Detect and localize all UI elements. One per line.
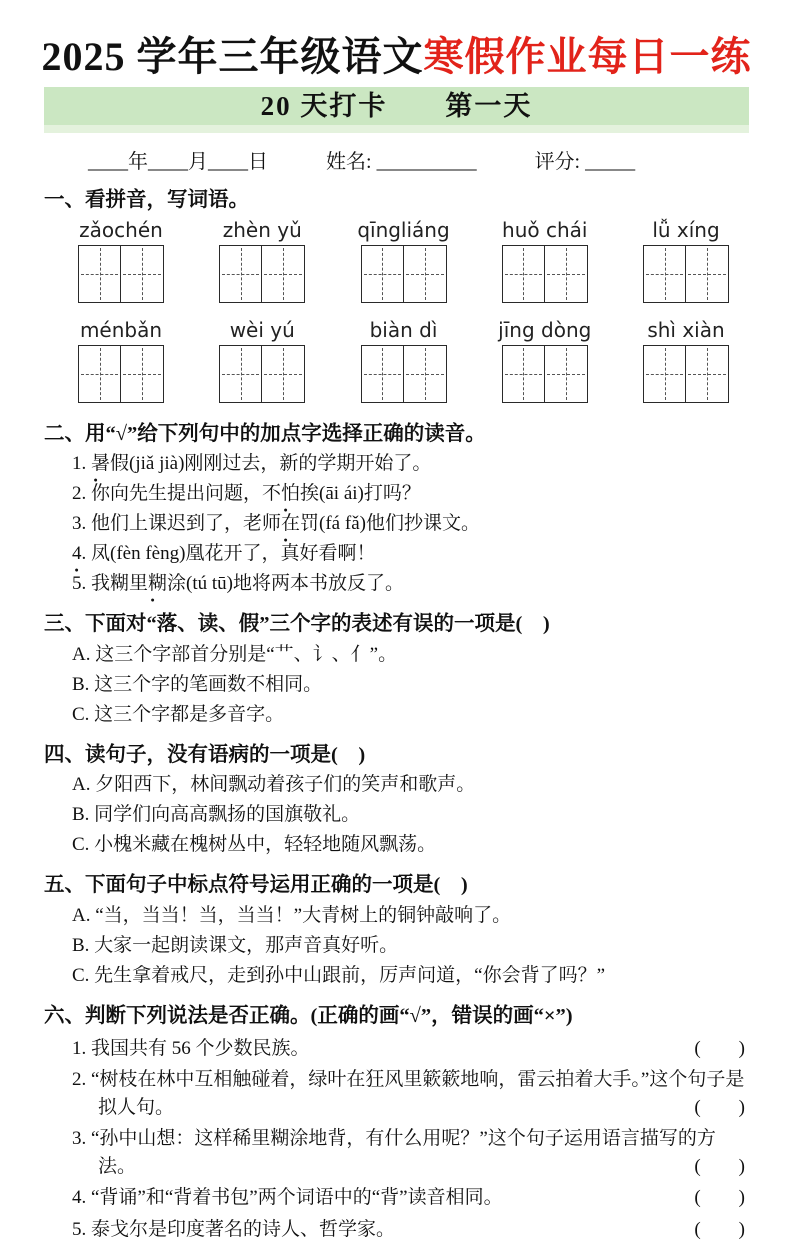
title-black-part: 2025 学年三年级语文: [41, 34, 424, 79]
dotted-char: 假 ●: [110, 453, 129, 474]
writing-grid-cell[interactable]: [121, 245, 164, 303]
writing-grid-cell[interactable]: [545, 345, 588, 403]
writing-grid[interactable]: [643, 345, 729, 403]
pinyin-word-column: [201, 218, 323, 308]
question-item: [72, 511, 753, 538]
pinyin-label: shì xiàn: [647, 317, 725, 342]
pinyin-label: zǎochén: [79, 217, 163, 242]
writing-grid[interactable]: [502, 345, 588, 403]
pinyin-label: jīng dòng: [498, 317, 592, 342]
dotted-char: 凤 ●: [91, 543, 110, 564]
pinyin-word-column: [625, 218, 747, 308]
question-item: [72, 451, 753, 478]
writing-grid-cell[interactable]: [643, 345, 686, 403]
item-text: 4.: [72, 543, 91, 565]
item-text: 3. “孙中山想：这样稀里糊涂地背，有什么用呢？”这个句子运用语言描写的方法。: [72, 1128, 716, 1177]
item-text: 3. 他们上课迟到了，老师在: [72, 513, 301, 535]
writing-grid-cell[interactable]: [78, 345, 121, 403]
pinyin-label: wèi yú: [229, 317, 295, 342]
section-2-heading: 二、用“√”给下列句中的加点字选择正确的读音。: [44, 422, 486, 445]
pinyin-word-column: [60, 218, 182, 308]
judge-item: [72, 1184, 751, 1212]
answer-bracket[interactable]: ( ): [694, 1187, 745, 1209]
section-6-heading: 六、判断下列说法是否正确。(正确的画“√”，错误的画“×”): [44, 1004, 573, 1027]
judge-item: [72, 1125, 751, 1180]
score-field[interactable]: [535, 145, 636, 174]
name-field[interactable]: [326, 145, 477, 174]
option-item: C. 先生拿着戒尺，走到孙中山跟前，厉声问道，“你会背了吗？”: [72, 964, 606, 986]
writing-grid-cell[interactable]: [502, 245, 545, 303]
writing-grid-cell[interactable]: [404, 345, 447, 403]
dotted-char: 挨 ●: [300, 483, 319, 504]
writing-grid-cell[interactable]: [219, 245, 262, 303]
writing-grid[interactable]: [78, 245, 164, 303]
pinyin-word-column: [343, 218, 465, 308]
writing-grid-cell[interactable]: [404, 245, 447, 303]
writing-grid-cell[interactable]: [361, 245, 404, 303]
option-item: B. 同学们向高高飘扬的国旗敬礼。: [72, 804, 361, 826]
item-text: 5. 泰戈尔是印度著名的诗人、哲学家。: [72, 1218, 396, 1240]
answer-bracket[interactable]: ( ): [694, 1155, 745, 1177]
dotted-char: 罚 ●: [300, 513, 319, 534]
judge-item: [72, 1066, 751, 1121]
writing-grid-cell[interactable]: [545, 245, 588, 303]
option-item: C. 小槐米藏在槐树丛中，轻轻地随风飘荡。: [72, 834, 437, 856]
dotted-char: 涂 ●: [167, 573, 186, 594]
answer-bracket[interactable]: ( ): [694, 1096, 745, 1118]
date-blanks[interactable]: ____年____月____日: [88, 151, 268, 173]
answer-bracket[interactable]: ( ): [694, 1218, 745, 1240]
pinyin-label: zhèn yǔ: [222, 217, 302, 242]
day-banner: 20 天打卡 第一天: [44, 87, 749, 125]
writing-grid-cell[interactable]: [78, 245, 121, 303]
page-title: [0, 34, 793, 80]
name-label: 姓名:: [326, 151, 377, 173]
item-text: 2. 你向先生提出问题，不怕: [72, 483, 301, 505]
question-item: [72, 571, 753, 598]
name-blank[interactable]: __________: [376, 151, 477, 173]
pinyin-label: ménbǎn: [79, 317, 163, 342]
judge-item: [72, 1035, 751, 1063]
item-text: 5. 我糊里糊: [72, 573, 168, 595]
writing-grid-cell[interactable]: [502, 345, 545, 403]
writing-grid-cell[interactable]: [121, 345, 164, 403]
pinyin-word-column: [484, 318, 606, 408]
pinyin-word-column: [343, 318, 465, 408]
pinyin-label: biàn dì: [369, 317, 438, 342]
writing-grid-cell[interactable]: [686, 345, 729, 403]
writing-grid[interactable]: [219, 345, 305, 403]
item-text: (āi ái)打吗？: [319, 483, 421, 505]
writing-grid[interactable]: [361, 345, 447, 403]
item-text: (fá fǎ)他们抄课文。: [319, 513, 480, 535]
pinyin-label: lǚ xíng: [652, 217, 720, 242]
writing-grid-cell[interactable]: [686, 245, 729, 303]
pinyin-word-column: [201, 318, 323, 408]
score-label: 评分:: [534, 151, 586, 173]
section-3-heading: 三、下面对“落、读、假”三个字的表述有误的一项是( ): [44, 613, 550, 636]
option-item: A. 夕阳西下，林间飘动着孩子们的笑声和歌声。: [72, 774, 476, 796]
item-text: (tú tū)地将两本书放反了。: [186, 573, 404, 595]
item-text: 4. “背诵”和“背着书包”两个词语中的“背”读音相同。: [72, 1187, 503, 1209]
item-text: 1. 我国共有 56 个少数民族。: [72, 1037, 310, 1059]
section-1-heading: 一、看拼音，写词语。: [44, 189, 249, 211]
pinyin-word-column: [484, 218, 606, 308]
writing-grid[interactable]: [643, 245, 729, 303]
score-blank[interactable]: _____: [585, 151, 636, 173]
title-red-part: 寒假作业每日一练: [423, 34, 752, 79]
item-text: 2. “树枝在林中互相触碰着，绿叶在狂风里簌簌地响，雷云拍着大手。”这个句子是拟人句。: [72, 1069, 745, 1118]
pinyin-label: huǒ chái: [502, 217, 588, 242]
question-item: [72, 541, 753, 568]
pinyin-word-column: [60, 318, 182, 408]
banner-strip: [44, 125, 749, 133]
pinyin-word-column: [625, 318, 747, 408]
pinyin-label: qīngliáng: [357, 217, 450, 242]
item-text: 1. 暑: [72, 453, 111, 475]
writing-grid-cell[interactable]: [643, 245, 686, 303]
pinyin-grid-row-2: [60, 318, 747, 408]
option-item: B. 这三个字的笔画数不相同。: [72, 673, 323, 695]
item-text: (fèn fèng)凰花开了，真好看啊！: [110, 543, 376, 565]
writing-grid[interactable]: [361, 245, 447, 303]
writing-grid-cell[interactable]: [219, 345, 262, 403]
writing-grid-cell[interactable]: [262, 245, 305, 303]
question-item: [72, 481, 753, 508]
option-item: C. 这三个字都是多音字。: [72, 703, 285, 725]
writing-grid[interactable]: [78, 345, 164, 403]
writing-grid-cell[interactable]: [262, 345, 305, 403]
section-4-heading: 四、读句子，没有语病的一项是( ): [44, 743, 366, 766]
writing-grid[interactable]: [219, 245, 305, 303]
judge-item: [72, 1216, 751, 1243]
section-5-heading: 五、下面句子中标点符号运用正确的一项是( ): [44, 874, 468, 897]
answer-bracket[interactable]: ( ): [694, 1037, 745, 1059]
writing-grid[interactable]: [502, 245, 588, 303]
option-item: A. “当，当当！当，当当！”大青树上的铜钟敲响了。: [72, 905, 512, 927]
option-item: B. 大家一起朗读课文，那声音真好听。: [72, 934, 399, 956]
option-item: A. 这三个字部首分别是“艹、讠、亻”。: [72, 643, 398, 665]
info-line: [88, 145, 793, 174]
pinyin-grid-row-1: [60, 218, 747, 308]
item-text: (jiǎ jià)刚刚过去，新的学期开始了。: [129, 453, 432, 475]
writing-grid-cell[interactable]: [361, 345, 404, 403]
